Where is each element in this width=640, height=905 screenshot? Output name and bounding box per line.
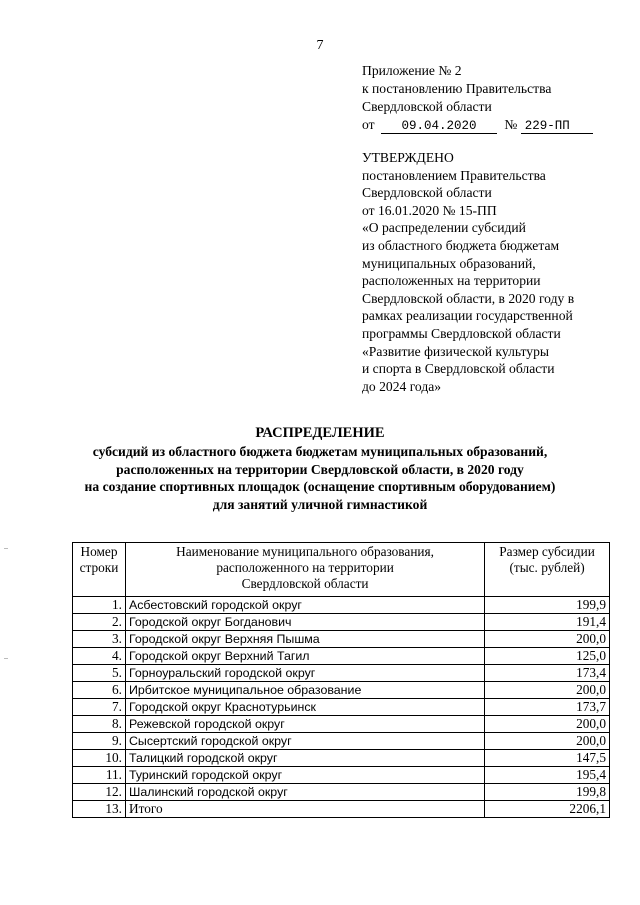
header-text: Размер субсидии — [499, 544, 595, 559]
approved-line: рамках реализации государственной — [362, 308, 573, 324]
approved-line: расположенных на территории — [362, 273, 541, 289]
subsidy-amount: 191,4 — [485, 614, 610, 631]
title-sub-line: на создание спортивных площадок (оснащение спортивным оборудованием) — [84, 479, 556, 495]
row-number: 10. — [73, 750, 126, 767]
appendix-date-row — [362, 116, 593, 134]
title-sub-line: расположенных на территории Свердловской области, в 2020 году — [116, 461, 524, 477]
approved-line: муниципальных образований, — [362, 255, 536, 271]
table-row — [73, 750, 610, 767]
municipality-name: Городской округ Верхняя Пышма — [125, 631, 484, 648]
subsidy-amount: 173,4 — [485, 665, 610, 682]
municipality-name: Сысертский городской округ — [125, 733, 484, 750]
table-row — [73, 597, 610, 614]
header-text: строки — [79, 560, 119, 575]
header-municipality — [125, 543, 484, 597]
municipality-name: Городской округ Краснотурьинск — [125, 699, 484, 716]
municipality-name: Шалинский городской округ — [125, 784, 484, 801]
appendix-block — [362, 62, 593, 134]
scan-margin-mark — [4, 658, 8, 659]
header-text: расположенного на территории — [216, 560, 394, 575]
header-row-number — [73, 543, 126, 597]
table-row — [73, 699, 610, 716]
table-row — [73, 733, 610, 750]
header-amount — [485, 543, 610, 597]
title-sub-line: субсидий из областного бюджета бюджетам муниципальных образований, — [92, 444, 548, 459]
table-row — [73, 648, 610, 665]
subsidy-amount: 147,5 — [485, 750, 610, 767]
subsidy-amount: 199,9 — [485, 597, 610, 614]
approved-line: от 16.01.2020 № 15-ПП — [362, 202, 497, 218]
approved-line: «О распределении субсидий — [362, 220, 526, 236]
title-sub-line: для занятий уличной гимнастикой — [212, 496, 428, 512]
approved-heading: УТВЕРЖДЕНО — [362, 150, 454, 165]
approved-line: Свердловской области, в 2020 году в — [362, 290, 575, 306]
document-title — [0, 424, 640, 513]
date-prefix: от — [362, 117, 375, 132]
municipality-name: Режевской городской округ — [125, 716, 484, 733]
row-number: 5. — [73, 665, 126, 682]
municipality-name: Асбестовский городской округ — [125, 597, 484, 614]
subsidy-amount: 173,7 — [485, 699, 610, 716]
row-number: 13. — [73, 801, 126, 818]
decree-number: 229-ПП — [521, 119, 593, 134]
municipality-name: Горноуральский городской округ — [125, 665, 484, 682]
row-number: 11. — [73, 767, 126, 784]
table-row — [73, 716, 610, 733]
municipality-name: Городской округ Богданович — [125, 614, 484, 631]
subsidy-amount: 200,0 — [485, 682, 610, 699]
municipality-name: Туринский городской округ — [125, 767, 484, 784]
row-number: 3. — [73, 631, 126, 648]
approved-line: до 2024 года» — [362, 378, 442, 394]
total-label: Итого — [125, 801, 484, 818]
title-main: РАСПРЕДЕЛЕНИЕ — [255, 425, 385, 441]
row-number: 12. — [73, 784, 126, 801]
row-number: 4. — [73, 648, 126, 665]
header-text: Номер — [80, 544, 118, 559]
table-row — [73, 682, 610, 699]
approved-line: программы Свердловской области — [362, 325, 561, 341]
row-number: 2. — [73, 614, 126, 631]
subsidy-amount: 200,0 — [485, 733, 610, 750]
subsidy-amount: 199,8 — [485, 784, 610, 801]
table-header-row — [73, 543, 610, 597]
approved-line: постановлением Правительства — [362, 167, 546, 183]
appendix-title: Приложение № 2 — [362, 63, 462, 78]
row-number: 1. — [73, 597, 126, 614]
subsidy-amount: 125,0 — [485, 648, 610, 665]
table-row — [73, 665, 610, 682]
scan-margin-mark — [4, 548, 8, 549]
subsidy-amount: 200,0 — [485, 631, 610, 648]
municipality-name: Ирбитское муниципальное образование — [125, 682, 484, 699]
decree-date: 09.04.2020 — [381, 119, 497, 134]
table-row — [73, 767, 610, 784]
subsidy-table — [72, 542, 610, 818]
row-number: 8. — [73, 716, 126, 733]
approved-line: и спорта в Свердловской области — [362, 361, 555, 377]
row-number: 7. — [73, 699, 126, 716]
table-row — [73, 631, 610, 648]
table-total-row — [73, 801, 610, 818]
table-row — [73, 614, 610, 631]
header-text: (тыс. рублей) — [509, 560, 585, 575]
approved-block — [362, 149, 574, 395]
approved-line: из областного бюджета бюджетам — [362, 237, 560, 253]
table-row — [73, 784, 610, 801]
municipality-name: Талицкий городской округ — [125, 750, 484, 767]
municipality-name: Городской округ Верхний Тагил — [125, 648, 484, 665]
subsidy-amount: 200,0 — [485, 716, 610, 733]
row-number: 9. — [73, 733, 126, 750]
approved-line: Свердловской области — [362, 185, 492, 201]
header-text: Наименование муниципального образования, — [176, 544, 434, 559]
header-text: Свердловской области — [241, 576, 369, 591]
subsidy-amount: 195,4 — [485, 767, 610, 784]
appendix-line: к постановлению Правительства — [362, 81, 552, 96]
total-amount: 2206,1 — [485, 801, 610, 818]
number-prefix: № — [504, 117, 518, 132]
row-number: 6. — [73, 682, 126, 699]
page-number: 7 — [316, 38, 324, 53]
appendix-line: Свердловской области — [362, 99, 492, 114]
approved-line: «Развитие физической культуры — [362, 343, 550, 359]
